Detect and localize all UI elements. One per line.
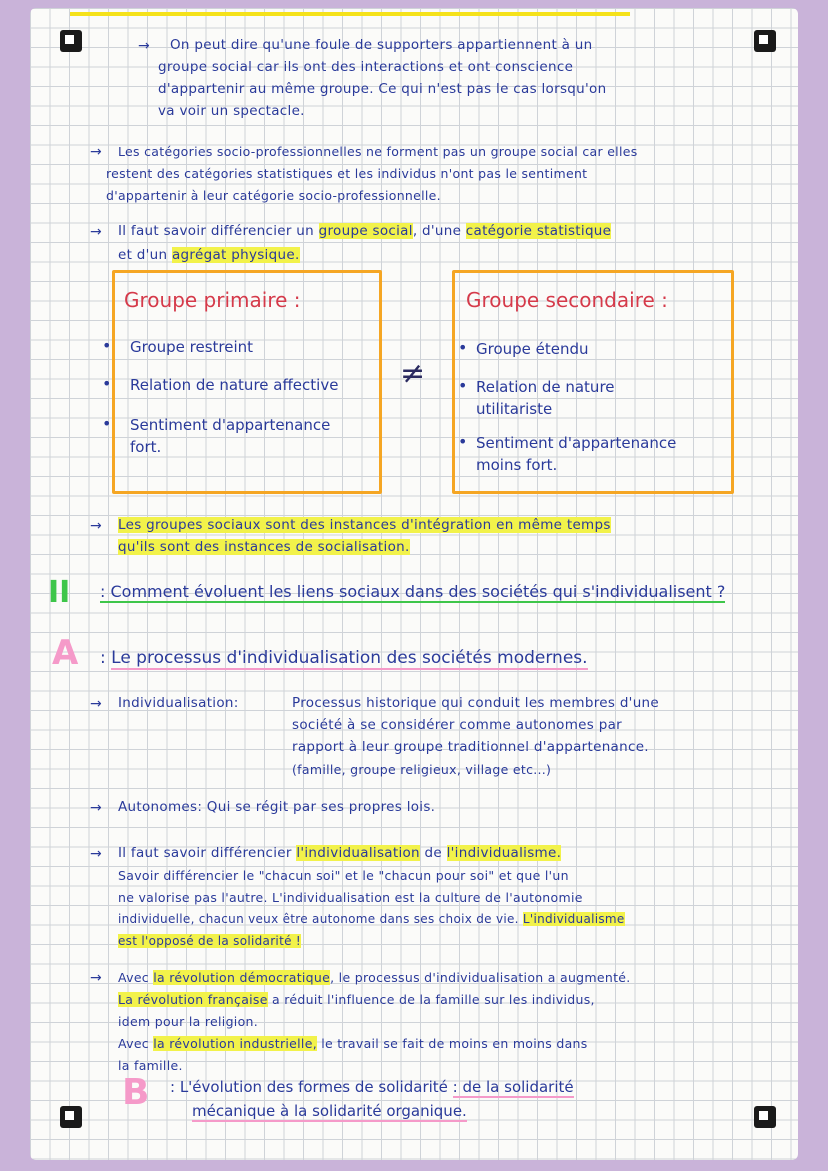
autonomes-line: Autonomes: Qui se régit par ses propres lois.: [118, 799, 436, 815]
indiv-diff-text: de: [419, 845, 447, 861]
arrow-icon: →: [90, 518, 102, 534]
diff-line-2: [118, 246, 300, 266]
revolution-line-5: la famille.: [118, 1058, 183, 1073]
secondary-item-2: Relation de nature: [476, 378, 615, 396]
section-ii-title-text: Comment évoluent les liens sociaux dans des sociétés qui s'individualisent ?: [110, 582, 726, 601]
revolution-text: le travail se fait de moins en moins dans: [316, 1036, 588, 1051]
corner-marker-top-right: [754, 30, 776, 52]
secondary-item-1: Groupe étendu: [476, 340, 589, 358]
diff-text: , d'une: [412, 223, 466, 239]
groupe-primaire-title: Groupe primaire :: [124, 288, 301, 312]
section-a-title: : Le processus d'individualisation des sociétés modernes.: [100, 648, 588, 668]
arrow-icon: →: [90, 696, 102, 712]
section-a-title-text: Le processus d'individualisation des sociétés modernes.: [111, 648, 588, 668]
arrow-icon: →: [90, 846, 102, 862]
agregat-highlight: agrégat physique.: [171, 247, 300, 263]
revolution-industrielle-highlight: la révolution industrielle,: [153, 1036, 317, 1051]
csp-line-3: d'appartenir à leur catégorie socio-professionnelle.: [106, 188, 441, 203]
top-line-1: On peut dire qu'une foule de supporters appartiennent à un: [170, 37, 593, 53]
top-line-4: va voir un spectacle.: [158, 103, 305, 119]
corner-marker-top-left: [60, 30, 82, 52]
solidarite-highlight: est l'opposé de la solidarité !: [118, 934, 301, 948]
section-b-title-line-2-text: mécanique à la solidarité organique.: [192, 1102, 467, 1120]
instances-highlight: qu'ils sont des instances de socialisation.: [118, 539, 410, 555]
arrow-icon: →: [90, 144, 102, 160]
section-b-title-underlined: : de la solidarité: [452, 1078, 574, 1096]
diff-line-1: [118, 222, 611, 242]
indiv-diff-line-1: [118, 844, 561, 864]
groupe-secondaire-title: Groupe secondaire :: [466, 288, 668, 312]
individualisation-term: Individualisation:: [118, 695, 239, 711]
revolution-line-3: idem pour la religion.: [118, 1014, 259, 1029]
section-ii-title: : Comment évoluent les liens sociaux dans des sociétés qui s'individualisent ?: [100, 582, 726, 601]
section-b-title-line-1: : L'évolution des formes de solidarité : de la solidarité: [170, 1078, 574, 1096]
secondary-item-4: Sentiment d'appartenance: [476, 434, 677, 452]
revolution-line-4: [118, 1034, 588, 1054]
revolution-text: , le processus d'individualisation a augmenté.: [330, 970, 631, 985]
diff-text: Il faut savoir différencier un: [118, 223, 319, 239]
section-ii-letter: II: [48, 575, 71, 610]
indiv-diff-line-4: [118, 910, 625, 930]
primary-item-4: fort.: [130, 438, 162, 456]
individualisme-highlight-2: L'individualisme: [522, 912, 625, 926]
individualisation-def-4: (famille, groupe religieux, village etc...): [292, 762, 552, 777]
secondary-item-5: moins fort.: [476, 456, 558, 474]
bullet-icon: •: [458, 376, 468, 395]
groupe-social-highlight: groupe social: [318, 223, 413, 239]
arrow-icon: →: [138, 38, 150, 54]
individualisme-highlight: l'individualisme.: [446, 845, 562, 861]
bullet-icon: •: [102, 374, 112, 393]
top-edge-line: [70, 12, 630, 16]
indiv-diff-line-5: [118, 932, 301, 952]
indiv-diff-line-3: ne valorise pas l'autre. L'individualisation est la culture de l'autonomie: [118, 890, 583, 905]
not-equal-icon: ≠: [400, 356, 426, 391]
top-line-2: groupe social car ils ont des interactions et ont conscience: [158, 59, 574, 75]
section-b-title-line-2: [192, 1102, 467, 1120]
revolution-text: Avec: [118, 970, 154, 985]
revolution-text: a réduit l'influence de la famille sur les individus,: [267, 992, 595, 1007]
section-a-letter: A: [52, 633, 79, 673]
individualisation-def-1: Processus historique qui conduit les membres d'une: [292, 695, 660, 711]
primary-item-3: Sentiment d'appartenance: [130, 416, 331, 434]
secondary-item-3: utilitariste: [476, 400, 553, 418]
section-b-title-text: L'évolution des formes de solidarité: [179, 1078, 453, 1096]
notebook-page: [30, 8, 798, 1160]
section-b-letter: B: [122, 1072, 150, 1113]
individualisation-def-3: rapport à leur groupe traditionnel d'appartenance.: [292, 739, 649, 755]
csp-line-2: restent des catégories statistiques et les individus n'ont pas le sentiment: [106, 166, 588, 181]
revolution-francaise-highlight: La révolution française: [118, 992, 268, 1007]
instances-line-1: [118, 516, 611, 536]
arrow-icon: →: [90, 224, 102, 240]
revolution-text: Avec: [118, 1036, 154, 1051]
primary-item-1: Groupe restreint: [130, 338, 254, 356]
bullet-icon: •: [458, 432, 468, 451]
bullet-icon: •: [102, 336, 112, 355]
individualisation-def-2: société à se considérer comme autonomes par: [292, 717, 623, 733]
indiv-diff-line-2: Savoir différencier le "chacun soi" et le "chacun pour soi" et que l'un: [118, 868, 569, 883]
csp-line-1: Les catégories socio-professionnelles ne forment pas un groupe social car elles: [118, 144, 638, 159]
instances-line-2: [118, 538, 410, 558]
corner-marker-bottom-right: [754, 1106, 776, 1128]
instances-highlight: Les groupes sociaux sont des instances d'intégration en même temps: [118, 517, 611, 533]
indiv-diff-text: individuelle, chacun veux être autonome dans ses choix de vie.: [118, 912, 523, 926]
categorie-highlight: catégorie statistique: [465, 223, 612, 239]
arrow-icon: →: [90, 970, 102, 986]
diff-text: et d'un: [118, 247, 172, 263]
revolution-democratique-highlight: la révolution démocratique: [153, 970, 331, 985]
primary-item-2: Relation de nature affective: [130, 376, 339, 394]
arrow-icon: →: [90, 800, 102, 816]
top-line-3: d'appartenir au même groupe. Ce qui n'est pas le cas lorsqu'on: [158, 81, 607, 97]
revolution-line-1: [118, 968, 631, 988]
individualisation-highlight: l'individualisation: [296, 845, 420, 861]
bullet-icon: •: [458, 338, 468, 357]
revolution-line-2: [118, 990, 595, 1010]
corner-marker-bottom-left: [60, 1106, 82, 1128]
indiv-diff-text: Il faut savoir différencier: [118, 845, 297, 861]
bullet-icon: •: [102, 414, 112, 433]
